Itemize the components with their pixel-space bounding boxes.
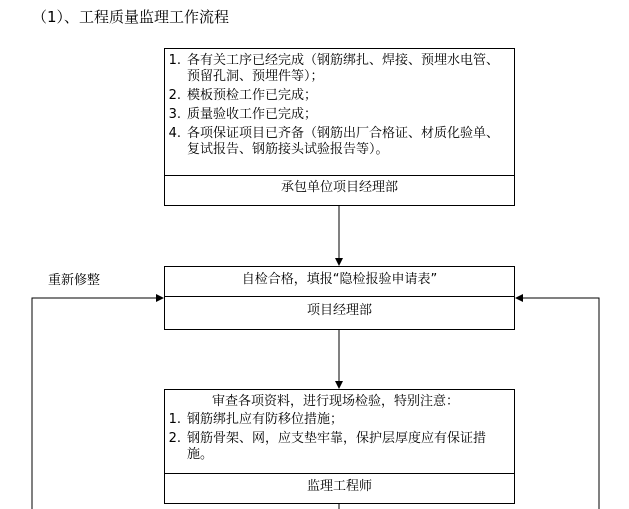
list-item: 3. 质量验收工作已完成； <box>168 107 318 122</box>
self-check-header: 自检合格，填报“隐检报验申请表” <box>165 267 514 297</box>
list-item: 2. 钢筋骨架、网，应支垫牢靠，保护层厚度应有保证措施。 <box>168 431 487 462</box>
list-item: 2. 模板预检工作已完成； <box>168 88 318 103</box>
list-item: 1. 钢筋绑扎应有防移位措施； <box>168 412 344 427</box>
page-title: （1）、工程质量监理工作流程 <box>32 8 230 26</box>
rework-loop-right <box>516 298 599 509</box>
inspection-header: 审查各项资料，进行现场检验，特别注意： <box>211 394 459 409</box>
project-dept-label: 项目经理部 <box>306 303 372 318</box>
rework-loop-left <box>32 298 163 509</box>
supervisor-label: 监理工程师 <box>306 479 372 494</box>
contractor-dept-label: 承包单位项目经理部 <box>280 180 398 195</box>
list-item: 4. 各项保证项目已齐备（钢筋出厂合格证、材质化验单、复试报告、钢筋接头试验报告等）。 <box>168 126 500 157</box>
rework-label: 重新修整 <box>48 273 101 288</box>
list-item: 1. 各有关工序已经完成（钢筋绑扎、焊接、预埋水电管、预留孔洞、预埋件等）； <box>168 53 500 84</box>
